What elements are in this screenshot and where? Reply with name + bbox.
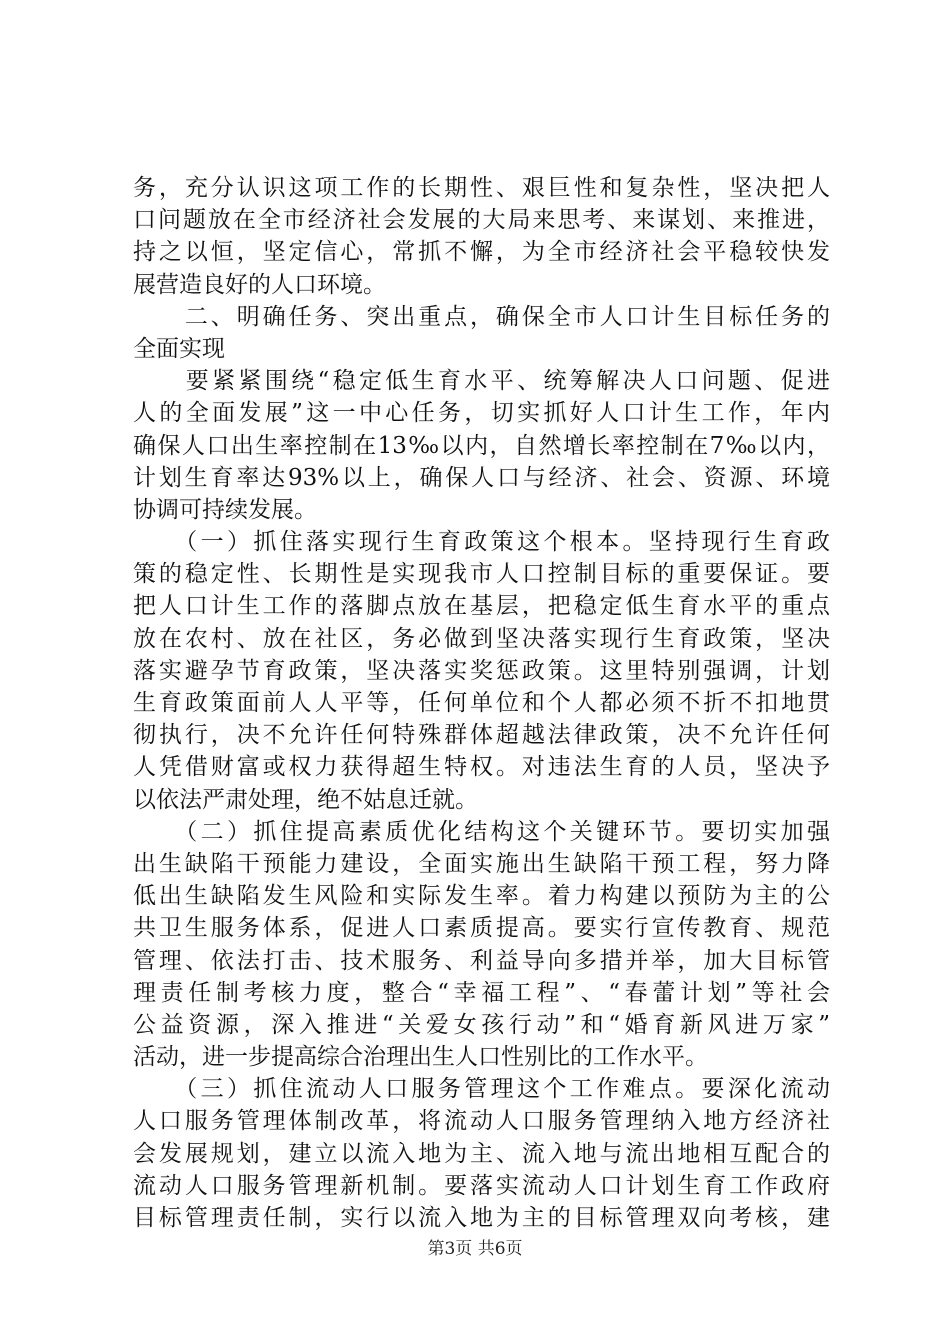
text-line: 把人口计生工作的落脚点放在基层，把稳定低生育水平的重点 — [133, 593, 830, 620]
text-line: 彻执行，决不允许任何特殊群体超越法律政策，决不允许任何 — [133, 722, 830, 749]
section-heading-line: 二、明确任务、突出重点，确保全市人口计生目标任务的 — [133, 303, 830, 330]
document-body — [133, 172, 830, 1234]
text-line: 理责任制考核力度，整合“幸福工程”、“春蕾计划”等社会 — [133, 979, 830, 1006]
text-line: 落实避孕节育政策，坚决落实奖惩政策。这里特别强调，计划 — [133, 657, 830, 684]
text-line: 人的全面发展”这一中心任务，切实抓好人口计生工作，年内 — [133, 400, 830, 427]
text-line: 公益资源，深入推进“关爱女孩行动”和“婚育新风进万家” — [133, 1011, 830, 1038]
text-line: 会发展规划，建立以流入地为主、流入地与流出地相互配合的 — [133, 1140, 830, 1167]
text-line: 务，充分认识这项工作的长期性、艰巨性和复杂性，坚决把人 — [133, 175, 830, 201]
text-line: 以依法严肃处理，绝不姑息迁就。 — [133, 786, 478, 813]
text-line: （一）抓住落实现行生育政策这个根本。坚持现行生育政 — [133, 529, 830, 556]
text-line: 放在农村、放在社区，务必做到坚决落实现行生育政策，坚决 — [133, 625, 830, 652]
text-line: 管理、依法打击、技术服务、利益导向多措并举，加大目标管 — [133, 947, 830, 974]
text-line: 低出生缺陷发生风险和实际发生率。着力构建以预防为主的公 — [133, 883, 830, 910]
text-line: 共卫生服务体系，促进人口素质提高。要实行宣传教育、规范 — [133, 915, 830, 942]
text-line: 活动，进一步提高综合治理出生人口性别比的工作水平。 — [133, 1044, 708, 1071]
text-line: 出生缺陷干预能力建设，全面实施出生缺陷干预工程，努力降 — [133, 850, 830, 877]
text-line: 要紧紧围绕“稳定低生育水平、统筹解决人口问题、促进 — [133, 368, 830, 395]
text-line: 流动人口服务管理新机制。要落实流动人口计划生育工作政府 — [133, 1172, 830, 1199]
text-line: 口问题放在全市经济社会发展的大局来思考、来谋划、来推进， — [133, 207, 830, 234]
section-heading-line: 全面实现 — [133, 335, 225, 362]
text-line: （三）抓住流动人口服务管理这个工作难点。要深化流动 — [133, 1076, 830, 1103]
text-line: （二）抓住提高素质优化结构这个关键环节。要切实加强 — [133, 818, 830, 845]
text-line: 目标管理责任制，实行以流入地为主的目标管理双向考核，建 — [133, 1205, 830, 1231]
text-line: 人凭借财富或权力获得超生特权。对违法生育的人员，坚决予 — [133, 754, 830, 781]
text-line: 持之以恒，坚定信心，常抓不懈，为全市经济社会平稳较快发 — [133, 239, 830, 266]
text-line: 策的稳定性、长期性是实现我市人口控制目标的重要保证。要 — [133, 561, 830, 588]
text-line: 协调可持续发展。 — [133, 496, 317, 523]
page-number-footer: 第3页 共6页 — [427, 1239, 523, 1259]
text-line: 展营造良好的人口环境。 — [133, 271, 386, 298]
text-line: 计划生育率达93%以上，确保人口与经济、社会、资源、环境 — [133, 464, 830, 491]
text-line: 生育政策面前人人平等，任何单位和个人都必须不折不扣地贯 — [133, 690, 830, 716]
text-line: 确保人口出生率控制在13‰以内，自然增长率控制在7‰以内， — [133, 432, 830, 459]
text-line: 人口服务管理体制改革，将流动人口服务管理纳入地方经济社 — [133, 1108, 830, 1135]
